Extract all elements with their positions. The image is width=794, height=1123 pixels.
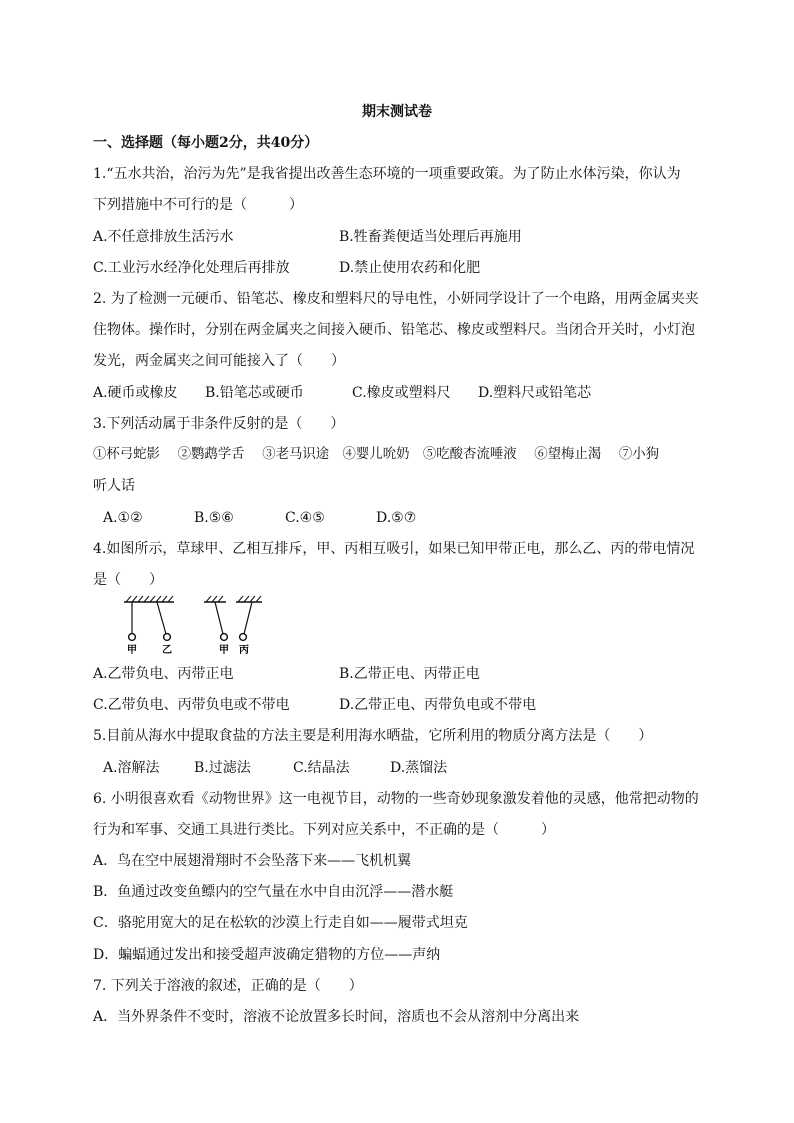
q5-option-c: C.结晶法 <box>293 760 350 776</box>
question-3-text: 3.下列活动属于非条件反射的是（ ） <box>93 416 345 432</box>
q2-option-a: A.硬币或橡皮 <box>93 385 178 401</box>
q2-option-b: B.铅笔芯或硬币 <box>205 385 304 401</box>
label-jia-left: 甲 <box>127 645 137 656</box>
q3-option-b: B.⑤⑥ <box>194 510 234 526</box>
q1-option-d: D.禁止使用农药和化肥 <box>339 260 481 276</box>
question-2-text: 2. 为了检测一元硬币、铅笔芯、橡皮和塑料尺的导电性，小妍同学设计了一个电路，用两金属夹夹 <box>93 291 699 307</box>
label-yi: 乙 <box>162 645 172 656</box>
q6-option-b: B．鱼通过改变鱼鳔内的空气量在水中自由沉浮——潜水艇 <box>93 884 454 900</box>
q5-option-d: D.蒸馏法 <box>390 760 448 776</box>
question-5-text: 5.目前从海水中提取食盐的方法主要是利用海水晒盐，它所利用的物质分离方法是（ ） <box>93 728 653 744</box>
question-6-text: 6. 小明很喜欢看《动物世界》这一电视节目，动物的一些奇妙现象激发着他的灵感，他常把动物的 <box>93 791 699 807</box>
q2-option-c: C.橡皮或塑料尺 <box>352 385 451 401</box>
question-3-choices: ①杯弓蛇影 ②鹦鹉学舌 ③老马识途 ④婴儿吮奶 ⑤吃酸杏流唾液 ⑥望梅止渴 ⑦小狗 <box>93 447 660 462</box>
q7-option-a: A．当外界条件不变时，溶液不论放置多长时间，溶质也不会从溶剂中分离出来 <box>93 1009 580 1025</box>
question-6-text-cont: 行为和军事、交通工具进行类比。下列对应关系中，不正确的是（ ） <box>93 822 555 838</box>
q4-option-d: D.乙带正电、丙带负电或不带电 <box>339 697 537 713</box>
question-4-text-cont: 是（ ） <box>93 572 163 588</box>
ball-jia-left <box>129 634 136 641</box>
question-3-choices-cont: 听人话 <box>93 478 135 494</box>
question-7-text: 7. 下列关于溶液的叙述，正确的是（ ） <box>93 978 363 994</box>
q4-option-c: C.乙带负电、丙带负电或不带电 <box>93 697 290 713</box>
q2-option-d: D.塑料尺或铅笔芯 <box>478 385 592 401</box>
ball-jia-right <box>221 634 228 641</box>
q5-option-a: A.溶解法 <box>103 760 160 776</box>
question-1-text-cont: 下列措施中不可行的是（ ） <box>93 197 303 213</box>
question-4-text: 4.如图所示，草球甲、乙相互排斥，甲、丙相互吸引，如果已知甲带正电，那么乙、丙的带电情况 <box>93 541 695 557</box>
ball-yi <box>164 634 171 641</box>
page-title: 期末测试卷 <box>362 104 432 120</box>
pith-balls-figure <box>118 594 278 656</box>
q3-option-c: C.④⑤ <box>285 510 325 526</box>
q4-option-a: A.乙带负电、丙带正电 <box>93 666 234 682</box>
question-1-text: 1.“五水共治，治污为先”是我省提出改善生态环境的一项重要政策。为了防止水体污染，你认为 <box>93 166 681 182</box>
ball-bing <box>240 634 247 641</box>
section-heading: 一、选择题（每小题2分，共40分） <box>93 135 319 151</box>
label-bing: 丙 <box>239 645 249 656</box>
q6-option-a: A．鸟在空中展翅滑翔时不会坠落下来——飞机机翼 <box>93 853 412 869</box>
q5-option-b: B.过滤法 <box>194 760 251 776</box>
q3-option-d: D.⑤⑦ <box>376 510 417 526</box>
q6-option-d: D．蝙蝠通过发出和接受超声波确定猎物的方位——声纳 <box>93 947 441 963</box>
q4-option-b: B.乙带正电、丙带正电 <box>339 666 480 682</box>
q1-option-b: B.牲畜粪便适当处理后再施用 <box>339 229 522 245</box>
q3-option-a: A.①② <box>103 510 143 526</box>
q6-option-c: C．骆驼用宽大的足在松软的沙漠上行走自如——履带式坦克 <box>93 915 468 931</box>
q1-option-a: A.不任意排放生活污水 <box>93 229 234 245</box>
q1-option-c: C.工业污水经净化处理后再排放 <box>93 260 290 276</box>
label-jia-right: 甲 <box>219 645 229 656</box>
question-2-text-cont: 住物体。操作时，分别在两金属夹之间接入硬币、铅笔芯、橡皮或塑料尺。当闭合开关时，小灯泡 <box>93 322 695 338</box>
question-2-text-cont2: 发光，两金属夹之间可能接入了（ ） <box>93 353 345 369</box>
